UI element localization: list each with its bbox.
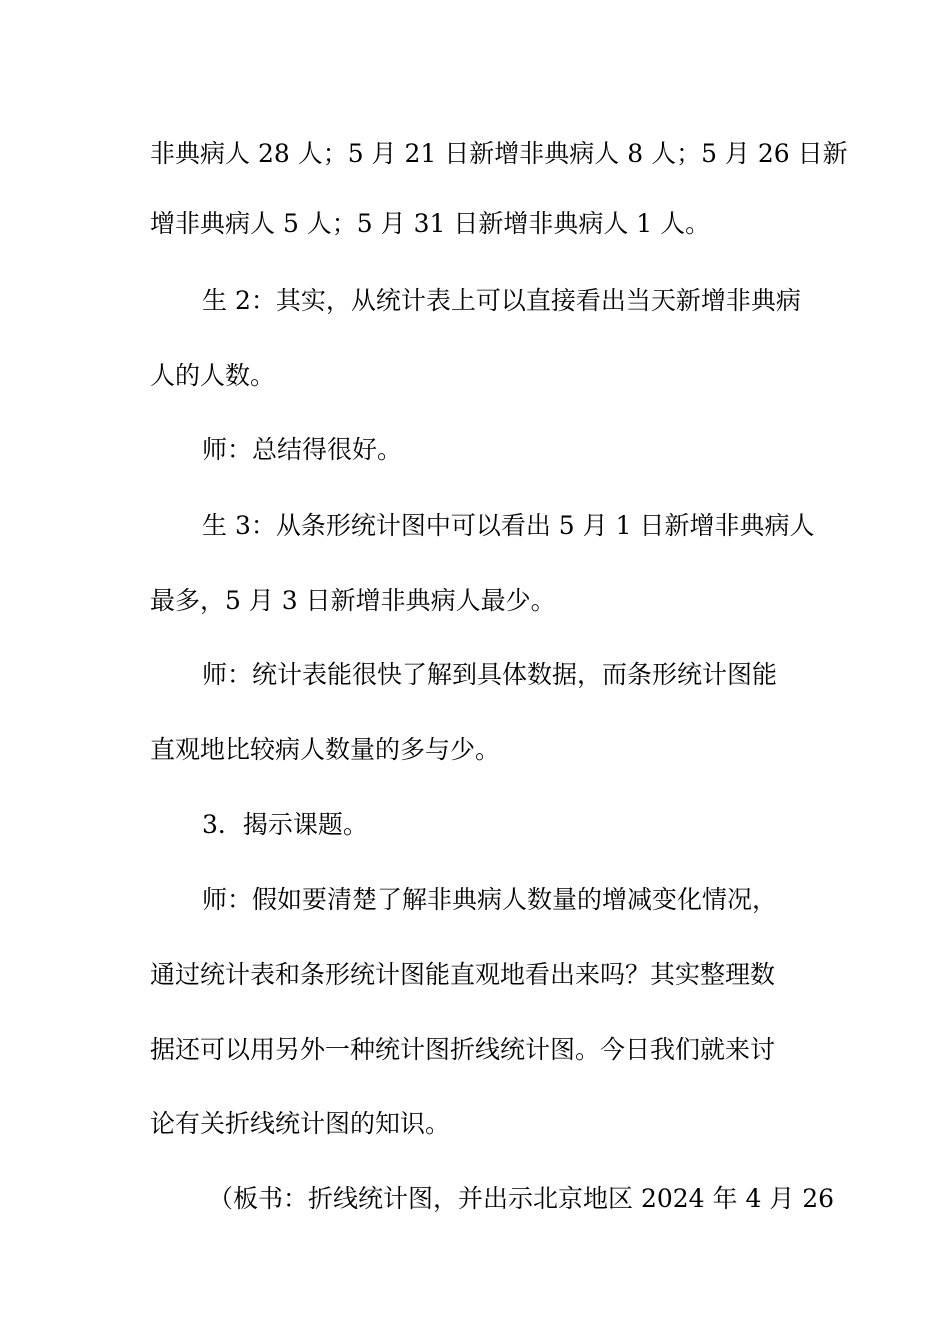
text-line: 生 2：其实，从统计表上可以直接看出当天新增非典病 <box>202 286 801 315</box>
text-line: 师：总结得很好。 <box>202 435 403 464</box>
text-line: 人的人数。 <box>150 361 276 390</box>
text-line: 论有关折线统计图的知识。 <box>150 1109 451 1138</box>
text-line: 非典病人 28 人；5 月 21 日新增非典病人 8 人；5 月 26 日新 <box>150 139 848 168</box>
text-line: 增非典病人 5 人；5 月 31 日新增非典病人 1 人。 <box>150 209 711 238</box>
text-line: 师：假如要清楚了解非典病人数量的增减变化情况， <box>202 885 778 914</box>
text-line: （板书：折线统计图，并出示北京地区 2024 年 4 月 26 <box>208 1184 835 1213</box>
text-line: 3．揭示课题。 <box>202 810 368 839</box>
text-line: 最多，5 月 3 日新增非典病人最少。 <box>150 586 556 615</box>
text-line: 生 3：从条形统计图中可以看出 5 月 1 日新增非典病人 <box>202 511 815 540</box>
text-line: 通过统计表和条形统计图能直观地看出来吗？其实整理数 <box>150 960 776 989</box>
text-line: 直观地比较病人数量的多与少。 <box>150 735 501 764</box>
text-line: 据还可以用另外一种统计图折线统计图。今日我们就来讨 <box>150 1035 776 1064</box>
text-line: 师：统计表能很快了解到具体数据，而条形统计图能 <box>202 660 778 689</box>
